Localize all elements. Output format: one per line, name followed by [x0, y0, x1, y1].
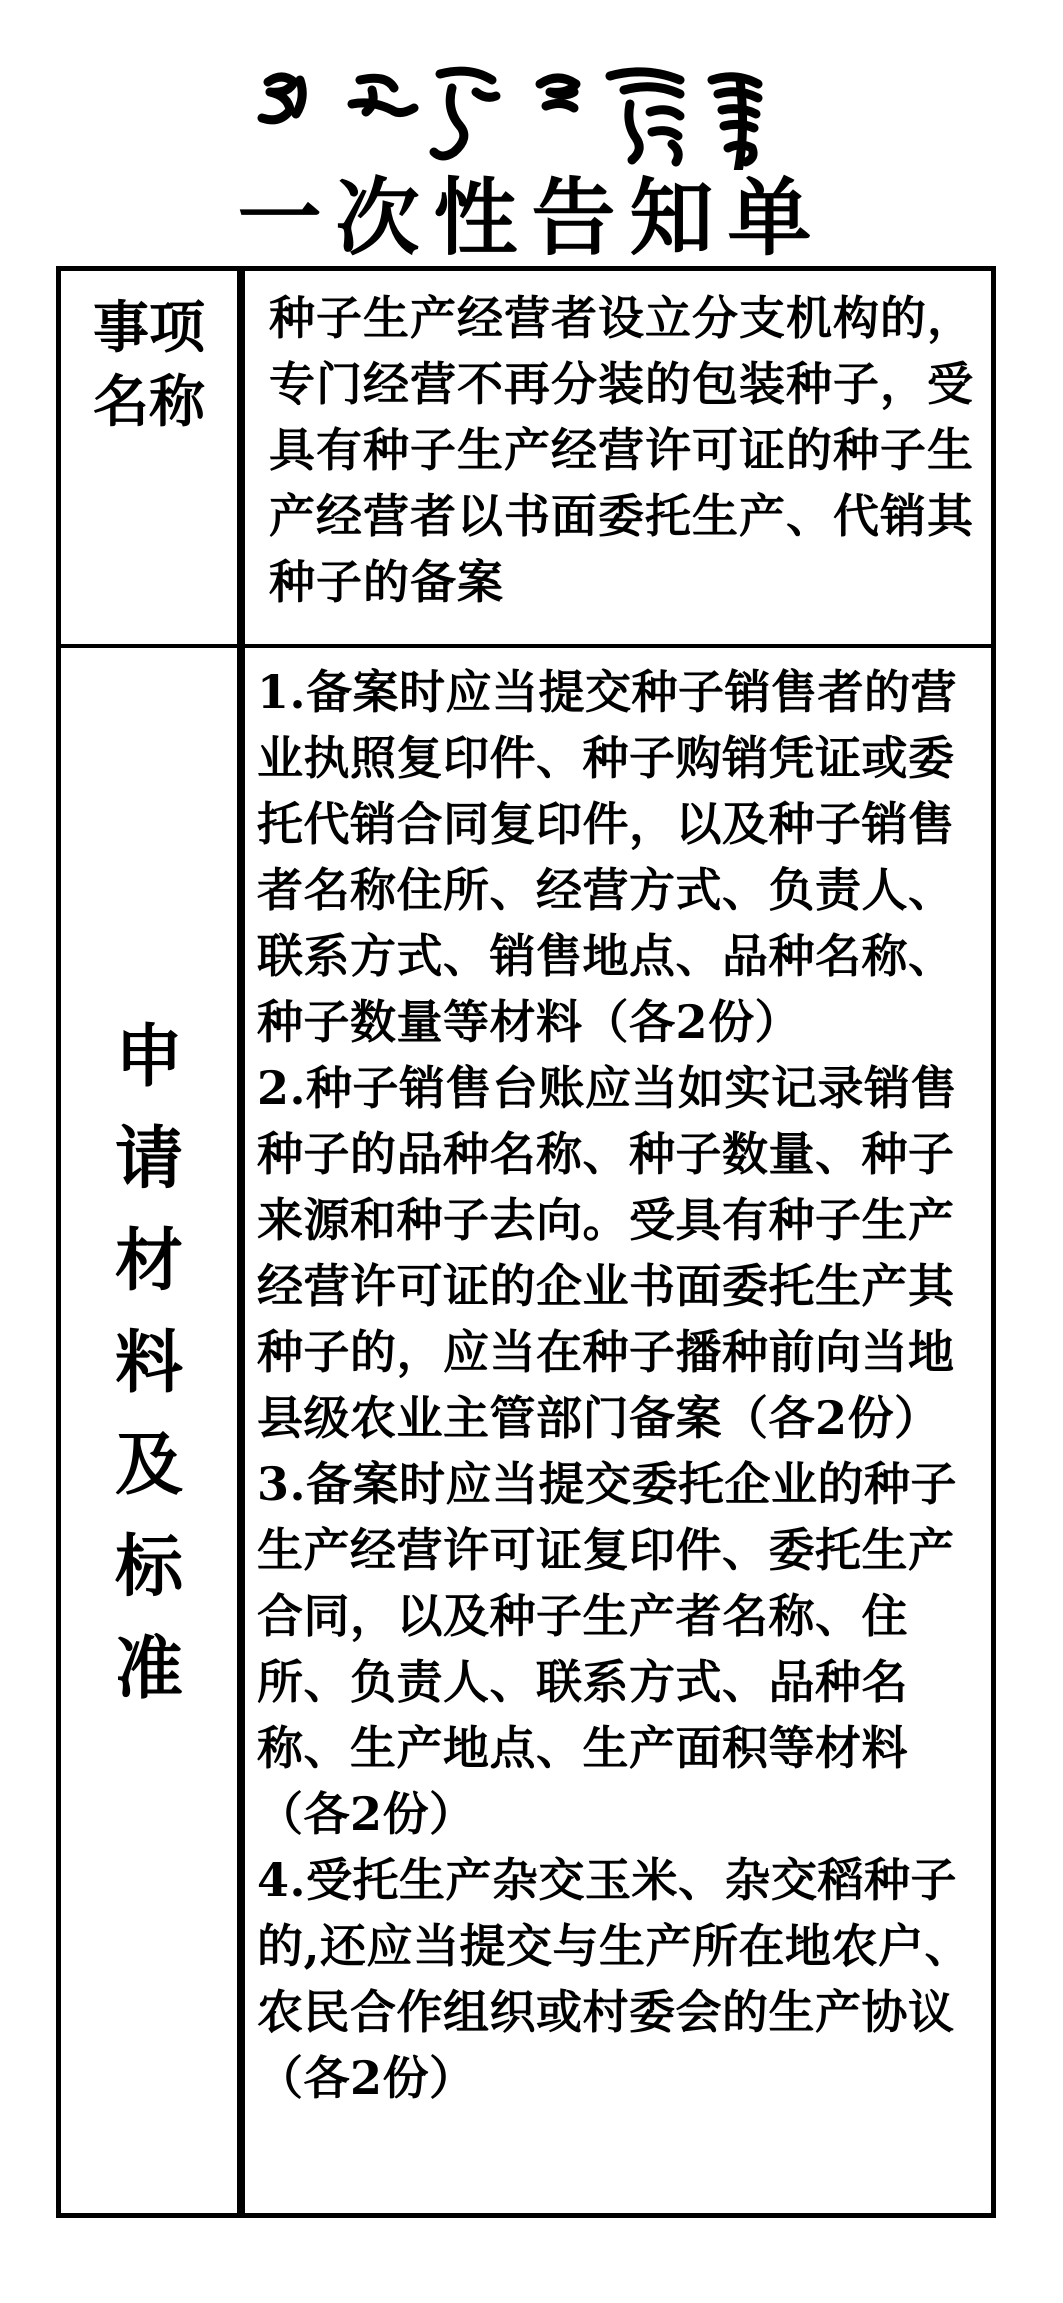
notice-table: [56, 266, 996, 2218]
materials-item: 3.备案时应当提交委托企业的种子生产经营许可证复印件、委托生产合同，以及种子生产者名称、住所、负责人、联系方式、品种名称、生产地点、生产面积等材料（各2份）: [257, 1457, 958, 1841]
page-title: 一次性告知单: [237, 168, 826, 267]
materials-label: [61, 1006, 237, 1720]
materials-label-char: 及: [114, 1425, 183, 1505]
item-name-label-line1: 事项: [93, 295, 205, 361]
materials-item: 2.种子销售台账应当如实记录销售种子的品种名称、种子数量、种子来源和种子去向。受具有种子生产经营许可证的企业书面委托生产其种子的，应当在种子播种前向当地县级农业主管部门备案（各2份）: [257, 1061, 958, 1445]
materials-label-char: 材: [114, 1221, 183, 1301]
materials-label-char: 准: [114, 1629, 183, 1709]
materials-label-char: 申: [114, 1017, 183, 1097]
materials-label-char: 标: [114, 1527, 183, 1607]
item-name-content: 种子生产经营者设立分支机构的，专门经营不再分装的包装种子，受具有种子生产经营许可证的种子生产经营者以书面委托生产、代销其种子的备案: [269, 291, 974, 609]
row-divider: [61, 644, 991, 648]
materials-label-char: 请: [114, 1119, 183, 1199]
column-divider: [237, 271, 245, 2213]
materials-item: 4.受托生产杂交玉米、杂交稻种子的,还应当提交与生产所在地农户、农民合作组织或村委会的生产协议（各2份）: [257, 1853, 972, 2105]
item-name-label-line2: 名称: [93, 369, 205, 435]
materials-item: 1.备案时应当提交种子销售者的营业执照复印件、种子购销凭证或委托代销合同复印件，以及种子销售者名称住所、经营方式、负责人、联系方式、销售地点、品种名称、种子数量等材料（各2份）: [257, 665, 958, 1049]
mongolian-script-title: [0, 40, 1063, 170]
mongolian-script-graphic: [0, 40, 1063, 170]
item-name-label: [61, 291, 237, 439]
materials-content: [257, 659, 995, 2111]
materials-label-char: 料: [114, 1323, 183, 1403]
